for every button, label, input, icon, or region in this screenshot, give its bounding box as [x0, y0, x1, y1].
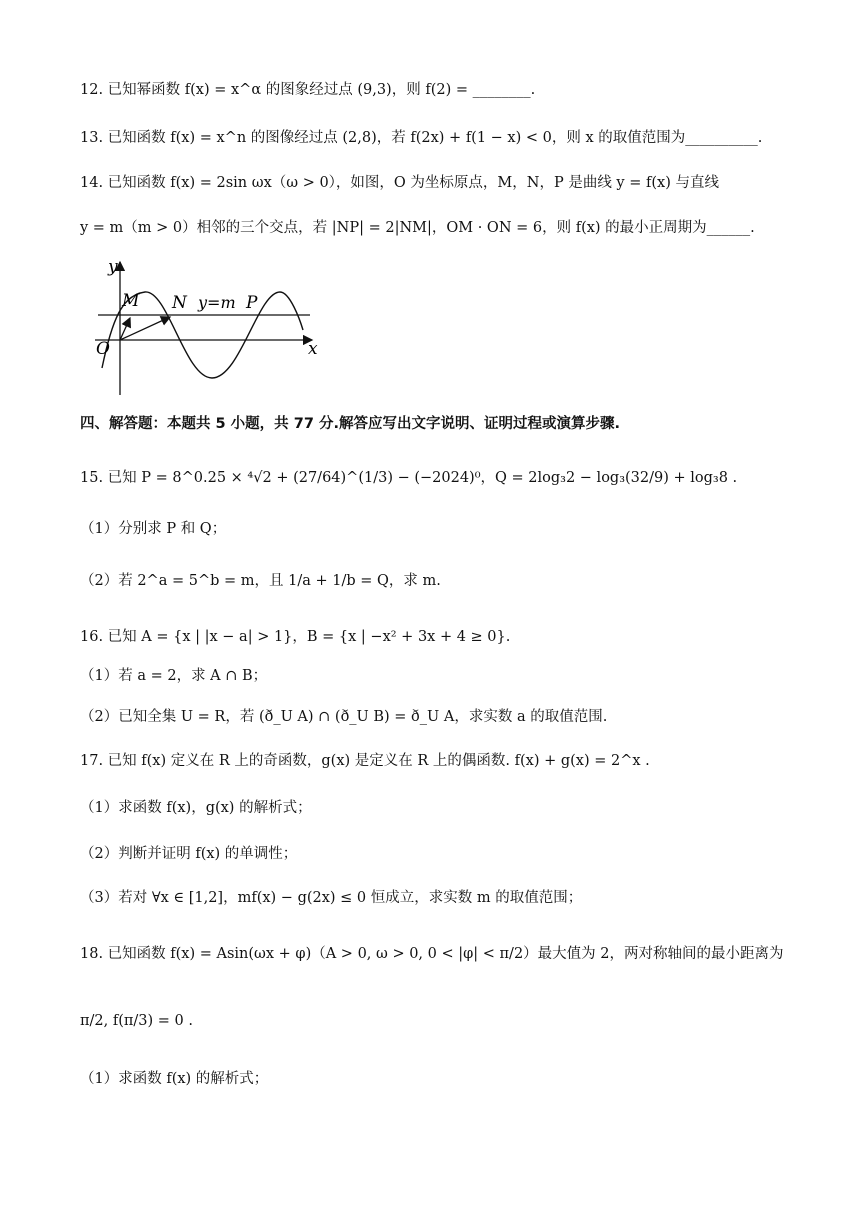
question-18-part1: （1）求函数 f(x) 的解析式；: [80, 1071, 269, 1087]
label-origin: O: [96, 339, 110, 359]
question-17-part2: （2）判断并证明 f(x) 的单调性；: [80, 846, 298, 862]
question-15: 15. 已知 P = 8^0.25 × ⁴√2 + (27/64)^(1/3) − (−2024)⁰，Q = 2log₃2 − log₃(32/9) + log₃8 .: [80, 470, 738, 486]
question-12: 12. 已知幂函数 f(x) = x^α 的图象经过点 (9,3)，则 f(2) = ________.: [80, 82, 536, 98]
section-heading: 四、解答题：本题共 5 小题，共 77 分.解答应写出文字说明、证明过程或演算步骤.: [80, 416, 620, 432]
vector-on: [120, 317, 170, 340]
question-16-part1: （1）若 a = 2，求 A ∩ B；: [80, 668, 268, 684]
question-17-part3: （3）若对 ∀x ∈ [1,2]，mf(x) − g(2x) ≤ 0 恒成立，求实数 m 的取值范围；: [80, 890, 583, 906]
question-17: 17. 已知 f(x) 定义在 R 上的奇函数，g(x) 是定义在 R 上的偶函数. f(x) + g(x) = 2^x .: [80, 753, 650, 769]
question-18-line1: 18. 已知函数 f(x) = Asin(ωx + φ)（A > 0, ω > 0, 0 < |φ| < π/2）最大值为 2，两对称轴间的最小距离为: [80, 946, 784, 962]
question-16: 16. 已知 A = {x | |x − a| > 1}，B = {x | −x² + 3x + 4 ≥ 0}.: [80, 629, 511, 645]
label-n: N: [172, 293, 187, 313]
label-line: y=m: [198, 293, 236, 312]
label-m: M: [122, 291, 140, 311]
question-17-part1: （1）求函数 f(x)，g(x) 的解析式；: [80, 800, 312, 816]
question-15-part1: （1）分别求 P 和 Q；: [80, 521, 227, 537]
question-16-part2: （2）已知全集 U = R，若 (ð_U A) ∩ (ð_U B) = ð_U A，求实数 a 的取值范围.: [80, 709, 608, 725]
question-14-line2: y = m（m > 0）相邻的三个交点，若 |NP| = 2|NM|，OM · ON = 6，则 f(x) 的最小正周期为______.: [80, 220, 755, 236]
question-14-line1: 14. 已知函数 f(x) = 2sin ωx（ω > 0），如图，O 为坐标原点，M，N，P 是曲线 y = f(x) 与直线: [80, 175, 719, 191]
sine-figure: [90, 250, 330, 400]
question-15-part2: （2）若 2^a = 5^b = m，且 1/a + 1/b = Q，求 m.: [80, 573, 441, 589]
label-x: x: [308, 339, 318, 359]
question-13: 13. 已知函数 f(x) = x^n 的图像经过点 (2,8)，若 f(2x) + f(1 − x) < 0，则 x 的取值范围为__________.: [80, 130, 763, 146]
label-p: P: [246, 293, 258, 313]
question-18-line2: π/2, f(π/3) = 0 .: [80, 1013, 193, 1029]
label-y: y: [108, 257, 118, 277]
